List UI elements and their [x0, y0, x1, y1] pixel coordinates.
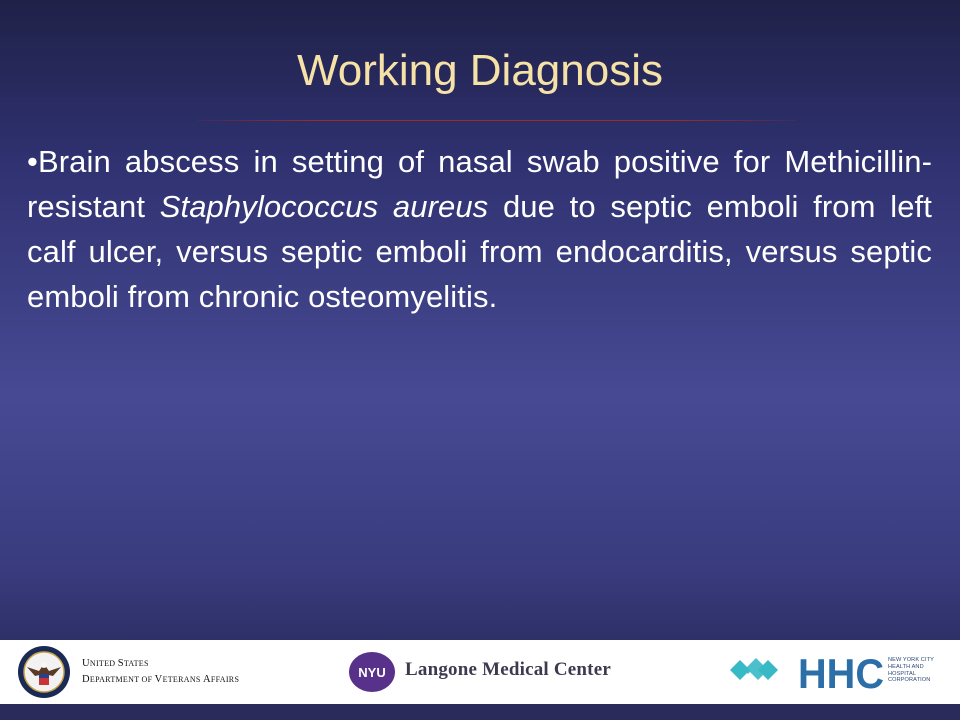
- svg-text:HHC: HHC: [798, 655, 884, 691]
- hhc-hearts-logo: [726, 652, 782, 694]
- bullet-text-end: due to septic emboli from left calf ulcer, versus septic emboli from endocarditis, versus septic emboli from chronic osteomyelitis.: [27, 189, 932, 314]
- va-line-1: UNITED STATES: [82, 658, 149, 669]
- svg-text:NYU: NYU: [358, 665, 386, 680]
- va-line-2: DEPARTMENT OF VETERANS AFFAIRS: [82, 674, 240, 685]
- hhc-corporation-text: NEW YORK CITY HEALTH AND HOSPITAL CORPORATION: [888, 657, 934, 684]
- hhc-logo: [798, 655, 886, 691]
- va-department-text: [82, 656, 239, 688]
- va-seal-logo: [17, 645, 71, 699]
- footer-bottom-strip: [0, 704, 960, 720]
- diagnosis-bullet: [27, 139, 932, 319]
- langone-medical-center-text: Langone Medical Center: [405, 659, 611, 680]
- bullet-italic-organism: Staphylococcus aureus: [159, 189, 489, 224]
- title-divider: [198, 120, 796, 121]
- bullet-text-start: •Brain abscess in setting of nasal swab positive for Methicillin-resistant: [27, 144, 932, 224]
- slide-title: Working Diagnosis: [296, 46, 663, 95]
- nyu-logo: [348, 651, 396, 693]
